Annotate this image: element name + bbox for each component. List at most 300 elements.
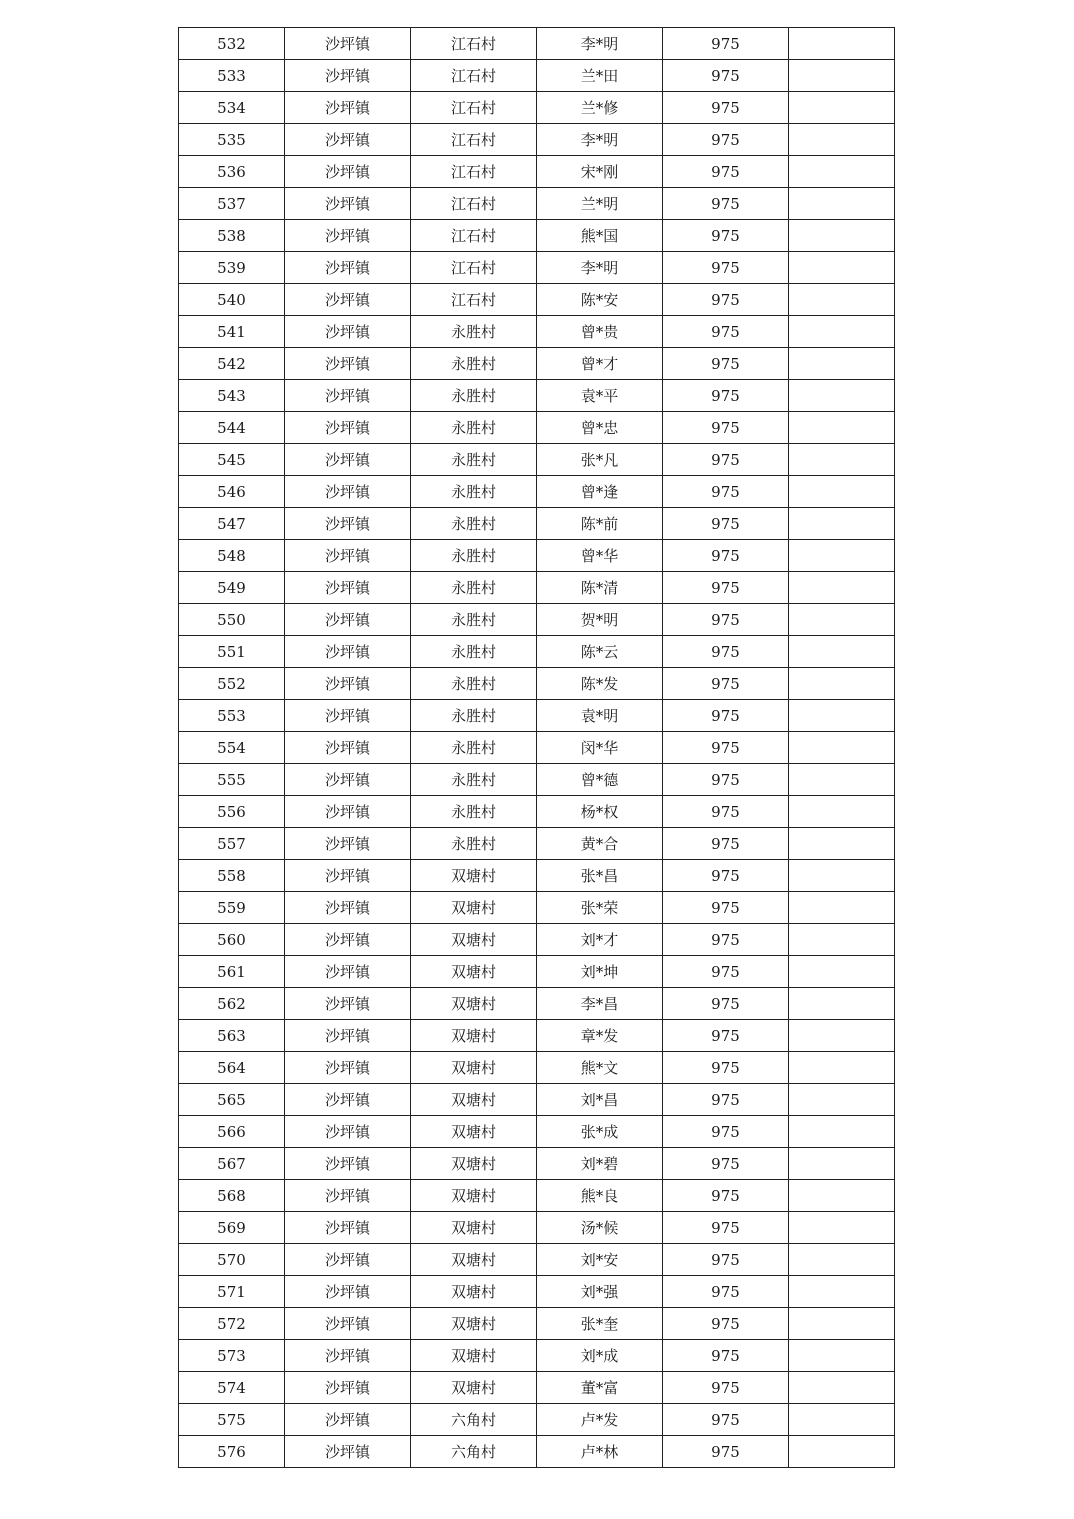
cell-village: 永胜村 (411, 732, 537, 764)
table-row (179, 668, 895, 700)
table-row (179, 156, 895, 188)
cell-village: 永胜村 (411, 796, 537, 828)
cell-remark (789, 476, 895, 508)
cell-amount: 975 (663, 924, 789, 956)
cell-serial-number: 570 (179, 1244, 285, 1276)
cell-name: 曾*德 (537, 764, 663, 796)
cell-town: 沙坪镇 (285, 1308, 411, 1340)
cell-village: 永胜村 (411, 828, 537, 860)
cell-town: 沙坪镇 (285, 732, 411, 764)
cell-name: 曾*忠 (537, 412, 663, 444)
cell-remark (789, 284, 895, 316)
cell-amount: 975 (663, 28, 789, 60)
cell-town: 沙坪镇 (285, 92, 411, 124)
cell-village: 永胜村 (411, 316, 537, 348)
cell-name: 黄*合 (537, 828, 663, 860)
table-row (179, 1052, 895, 1084)
cell-name: 李*明 (537, 124, 663, 156)
cell-village: 江石村 (411, 28, 537, 60)
table-row (179, 284, 895, 316)
cell-serial-number: 556 (179, 796, 285, 828)
cell-village: 六角村 (411, 1436, 537, 1468)
cell-town: 沙坪镇 (285, 1436, 411, 1468)
cell-town: 沙坪镇 (285, 28, 411, 60)
cell-name: 曾*逢 (537, 476, 663, 508)
cell-serial-number: 557 (179, 828, 285, 860)
cell-name: 张*昌 (537, 860, 663, 892)
cell-village: 江石村 (411, 188, 537, 220)
cell-serial-number: 546 (179, 476, 285, 508)
table-row (179, 860, 895, 892)
cell-remark (789, 1436, 895, 1468)
cell-village: 双塘村 (411, 1244, 537, 1276)
cell-amount: 975 (663, 1276, 789, 1308)
table-row (179, 316, 895, 348)
cell-town: 沙坪镇 (285, 1276, 411, 1308)
table-row (179, 956, 895, 988)
table-row (179, 508, 895, 540)
cell-amount: 975 (663, 284, 789, 316)
table-row (179, 924, 895, 956)
cell-serial-number: 568 (179, 1180, 285, 1212)
cell-serial-number: 538 (179, 220, 285, 252)
table-row (179, 1340, 895, 1372)
cell-amount: 975 (663, 700, 789, 732)
cell-town: 沙坪镇 (285, 1084, 411, 1116)
cell-village: 永胜村 (411, 700, 537, 732)
cell-town: 沙坪镇 (285, 764, 411, 796)
cell-amount: 975 (663, 892, 789, 924)
cell-amount: 975 (663, 764, 789, 796)
cell-name: 卢*林 (537, 1436, 663, 1468)
cell-remark (789, 988, 895, 1020)
cell-remark (789, 188, 895, 220)
cell-town: 沙坪镇 (285, 860, 411, 892)
table-row (179, 988, 895, 1020)
cell-village: 双塘村 (411, 1308, 537, 1340)
cell-remark (789, 156, 895, 188)
cell-village: 江石村 (411, 60, 537, 92)
cell-name: 张*奎 (537, 1308, 663, 1340)
table-row (179, 732, 895, 764)
cell-amount: 975 (663, 1052, 789, 1084)
cell-town: 沙坪镇 (285, 1372, 411, 1404)
cell-amount: 975 (663, 1116, 789, 1148)
cell-remark (789, 924, 895, 956)
cell-serial-number: 540 (179, 284, 285, 316)
cell-remark (789, 1244, 895, 1276)
cell-remark (789, 508, 895, 540)
cell-serial-number: 572 (179, 1308, 285, 1340)
cell-serial-number: 535 (179, 124, 285, 156)
cell-name: 张*凡 (537, 444, 663, 476)
cell-remark (789, 1084, 895, 1116)
cell-town: 沙坪镇 (285, 60, 411, 92)
cell-serial-number: 541 (179, 316, 285, 348)
cell-village: 永胜村 (411, 508, 537, 540)
table-row (179, 1372, 895, 1404)
cell-name: 李*明 (537, 28, 663, 60)
cell-name: 兰*明 (537, 188, 663, 220)
cell-town: 沙坪镇 (285, 1020, 411, 1052)
cell-town: 沙坪镇 (285, 1148, 411, 1180)
cell-town: 沙坪镇 (285, 476, 411, 508)
cell-amount: 975 (663, 668, 789, 700)
cell-amount: 975 (663, 540, 789, 572)
cell-amount: 975 (663, 796, 789, 828)
cell-amount: 975 (663, 1244, 789, 1276)
table-row (179, 380, 895, 412)
cell-remark (789, 1116, 895, 1148)
cell-name: 李*昌 (537, 988, 663, 1020)
cell-town: 沙坪镇 (285, 1052, 411, 1084)
table-row (179, 1404, 895, 1436)
cell-serial-number: 549 (179, 572, 285, 604)
cell-name: 贺*明 (537, 604, 663, 636)
cell-serial-number: 554 (179, 732, 285, 764)
cell-serial-number: 553 (179, 700, 285, 732)
cell-village: 江石村 (411, 284, 537, 316)
table-row (179, 604, 895, 636)
cell-remark (789, 1372, 895, 1404)
table-row (179, 1084, 895, 1116)
cell-amount: 975 (663, 1308, 789, 1340)
cell-town: 沙坪镇 (285, 188, 411, 220)
cell-name: 陈*云 (537, 636, 663, 668)
cell-town: 沙坪镇 (285, 668, 411, 700)
cell-serial-number: 552 (179, 668, 285, 700)
cell-remark (789, 1020, 895, 1052)
cell-name: 章*发 (537, 1020, 663, 1052)
cell-amount: 975 (663, 828, 789, 860)
cell-serial-number: 547 (179, 508, 285, 540)
cell-serial-number: 567 (179, 1148, 285, 1180)
cell-name: 兰*田 (537, 60, 663, 92)
table-row (179, 540, 895, 572)
cell-town: 沙坪镇 (285, 1116, 411, 1148)
cell-village: 永胜村 (411, 604, 537, 636)
cell-town: 沙坪镇 (285, 956, 411, 988)
cell-serial-number: 574 (179, 1372, 285, 1404)
beneficiary-table (178, 27, 895, 1468)
cell-village: 江石村 (411, 156, 537, 188)
cell-serial-number: 533 (179, 60, 285, 92)
table-row (179, 348, 895, 380)
cell-village: 永胜村 (411, 572, 537, 604)
cell-amount: 975 (663, 252, 789, 284)
cell-town: 沙坪镇 (285, 284, 411, 316)
cell-serial-number: 576 (179, 1436, 285, 1468)
cell-amount: 975 (663, 1020, 789, 1052)
cell-serial-number: 560 (179, 924, 285, 956)
cell-remark (789, 956, 895, 988)
cell-town: 沙坪镇 (285, 1340, 411, 1372)
cell-town: 沙坪镇 (285, 1404, 411, 1436)
cell-serial-number: 544 (179, 412, 285, 444)
cell-remark (789, 1308, 895, 1340)
cell-remark (789, 1180, 895, 1212)
cell-serial-number: 532 (179, 28, 285, 60)
cell-name: 袁*平 (537, 380, 663, 412)
table-row (179, 700, 895, 732)
cell-village: 双塘村 (411, 924, 537, 956)
table-row (179, 412, 895, 444)
cell-amount: 975 (663, 860, 789, 892)
cell-remark (789, 412, 895, 444)
cell-village: 永胜村 (411, 348, 537, 380)
cell-amount: 975 (663, 316, 789, 348)
cell-remark (789, 1404, 895, 1436)
cell-amount: 975 (663, 380, 789, 412)
cell-serial-number: 537 (179, 188, 285, 220)
cell-name: 董*富 (537, 1372, 663, 1404)
cell-serial-number: 561 (179, 956, 285, 988)
cell-amount: 975 (663, 156, 789, 188)
cell-serial-number: 562 (179, 988, 285, 1020)
cell-village: 双塘村 (411, 1116, 537, 1148)
cell-amount: 975 (663, 92, 789, 124)
cell-remark (789, 220, 895, 252)
cell-serial-number: 566 (179, 1116, 285, 1148)
cell-remark (789, 28, 895, 60)
cell-village: 双塘村 (411, 1340, 537, 1372)
cell-amount: 975 (663, 1404, 789, 1436)
table-row (179, 1116, 895, 1148)
cell-amount: 975 (663, 124, 789, 156)
table-row (179, 796, 895, 828)
table-row (179, 1436, 895, 1468)
cell-village: 永胜村 (411, 444, 537, 476)
cell-serial-number: 550 (179, 604, 285, 636)
table-row (179, 60, 895, 92)
cell-town: 沙坪镇 (285, 412, 411, 444)
cell-name: 刘*强 (537, 1276, 663, 1308)
cell-name: 张*荣 (537, 892, 663, 924)
cell-serial-number: 543 (179, 380, 285, 412)
table-row (179, 892, 895, 924)
cell-name: 熊*良 (537, 1180, 663, 1212)
cell-name: 刘*坤 (537, 956, 663, 988)
cell-serial-number: 559 (179, 892, 285, 924)
cell-village: 永胜村 (411, 540, 537, 572)
cell-remark (789, 316, 895, 348)
cell-name: 刘*碧 (537, 1148, 663, 1180)
cell-village: 双塘村 (411, 1180, 537, 1212)
cell-remark (789, 764, 895, 796)
table-row (179, 1276, 895, 1308)
table-row (179, 1180, 895, 1212)
cell-serial-number: 539 (179, 252, 285, 284)
cell-serial-number: 548 (179, 540, 285, 572)
cell-village: 双塘村 (411, 1276, 537, 1308)
cell-name: 刘*安 (537, 1244, 663, 1276)
cell-name: 陈*清 (537, 572, 663, 604)
cell-town: 沙坪镇 (285, 316, 411, 348)
cell-name: 陈*前 (537, 508, 663, 540)
cell-village: 江石村 (411, 92, 537, 124)
cell-village: 双塘村 (411, 1372, 537, 1404)
cell-name: 张*成 (537, 1116, 663, 1148)
cell-serial-number: 563 (179, 1020, 285, 1052)
cell-remark (789, 796, 895, 828)
cell-serial-number: 571 (179, 1276, 285, 1308)
cell-amount: 975 (663, 1212, 789, 1244)
cell-name: 曾*贵 (537, 316, 663, 348)
cell-remark (789, 604, 895, 636)
cell-amount: 975 (663, 1436, 789, 1468)
cell-name: 刘*才 (537, 924, 663, 956)
cell-village: 永胜村 (411, 412, 537, 444)
table-row (179, 476, 895, 508)
cell-name: 汤*候 (537, 1212, 663, 1244)
cell-amount: 975 (663, 1148, 789, 1180)
cell-remark (789, 124, 895, 156)
cell-town: 沙坪镇 (285, 252, 411, 284)
cell-village: 永胜村 (411, 476, 537, 508)
table-row (179, 1148, 895, 1180)
cell-remark (789, 60, 895, 92)
table-row (179, 220, 895, 252)
cell-village: 永胜村 (411, 764, 537, 796)
cell-amount: 975 (663, 1372, 789, 1404)
cell-serial-number: 558 (179, 860, 285, 892)
cell-name: 刘*昌 (537, 1084, 663, 1116)
table-row (179, 444, 895, 476)
cell-serial-number: 569 (179, 1212, 285, 1244)
cell-name: 李*明 (537, 252, 663, 284)
table-row (179, 92, 895, 124)
cell-serial-number: 551 (179, 636, 285, 668)
table-row (179, 636, 895, 668)
cell-village: 江石村 (411, 252, 537, 284)
cell-name: 卢*发 (537, 1404, 663, 1436)
cell-remark (789, 1340, 895, 1372)
cell-town: 沙坪镇 (285, 636, 411, 668)
table-row (179, 188, 895, 220)
cell-town: 沙坪镇 (285, 828, 411, 860)
cell-village: 双塘村 (411, 988, 537, 1020)
table-row (179, 1244, 895, 1276)
table-row (179, 764, 895, 796)
cell-name: 刘*成 (537, 1340, 663, 1372)
cell-town: 沙坪镇 (285, 444, 411, 476)
cell-amount: 975 (663, 636, 789, 668)
cell-amount: 975 (663, 988, 789, 1020)
cell-name: 曾*才 (537, 348, 663, 380)
cell-amount: 975 (663, 220, 789, 252)
cell-amount: 975 (663, 60, 789, 92)
cell-name: 宋*刚 (537, 156, 663, 188)
cell-serial-number: 542 (179, 348, 285, 380)
cell-name: 袁*明 (537, 700, 663, 732)
cell-village: 永胜村 (411, 380, 537, 412)
table-row (179, 1212, 895, 1244)
cell-village: 双塘村 (411, 892, 537, 924)
cell-town: 沙坪镇 (285, 348, 411, 380)
cell-serial-number: 545 (179, 444, 285, 476)
cell-name: 陈*发 (537, 668, 663, 700)
cell-village: 双塘村 (411, 1212, 537, 1244)
cell-serial-number: 536 (179, 156, 285, 188)
cell-town: 沙坪镇 (285, 124, 411, 156)
cell-remark (789, 668, 895, 700)
table-row (179, 252, 895, 284)
cell-town: 沙坪镇 (285, 508, 411, 540)
cell-village: 双塘村 (411, 1148, 537, 1180)
cell-town: 沙坪镇 (285, 988, 411, 1020)
cell-village: 江石村 (411, 220, 537, 252)
cell-village: 六角村 (411, 1404, 537, 1436)
cell-town: 沙坪镇 (285, 796, 411, 828)
cell-serial-number: 565 (179, 1084, 285, 1116)
cell-town: 沙坪镇 (285, 1244, 411, 1276)
cell-village: 永胜村 (411, 636, 537, 668)
cell-remark (789, 732, 895, 764)
cell-remark (789, 1052, 895, 1084)
cell-remark (789, 444, 895, 476)
cell-name: 杨*权 (537, 796, 663, 828)
cell-name: 熊*文 (537, 1052, 663, 1084)
cell-village: 双塘村 (411, 956, 537, 988)
cell-remark (789, 636, 895, 668)
cell-remark (789, 540, 895, 572)
cell-amount: 975 (663, 1340, 789, 1372)
table-row (179, 1308, 895, 1340)
cell-serial-number: 573 (179, 1340, 285, 1372)
cell-name: 熊*国 (537, 220, 663, 252)
cell-amount: 975 (663, 412, 789, 444)
cell-remark (789, 380, 895, 412)
cell-serial-number: 575 (179, 1404, 285, 1436)
cell-remark (789, 892, 895, 924)
cell-amount: 975 (663, 444, 789, 476)
cell-amount: 975 (663, 604, 789, 636)
cell-town: 沙坪镇 (285, 924, 411, 956)
cell-name: 兰*修 (537, 92, 663, 124)
cell-remark (789, 1276, 895, 1308)
cell-remark (789, 860, 895, 892)
table-row (179, 1020, 895, 1052)
cell-amount: 975 (663, 508, 789, 540)
cell-amount: 975 (663, 956, 789, 988)
cell-amount: 975 (663, 1084, 789, 1116)
cell-remark (789, 828, 895, 860)
cell-town: 沙坪镇 (285, 1212, 411, 1244)
cell-town: 沙坪镇 (285, 700, 411, 732)
table-row (179, 28, 895, 60)
cell-amount: 975 (663, 732, 789, 764)
cell-town: 沙坪镇 (285, 380, 411, 412)
cell-amount: 975 (663, 1180, 789, 1212)
cell-town: 沙坪镇 (285, 1180, 411, 1212)
table-body (179, 28, 895, 1468)
cell-village: 双塘村 (411, 1052, 537, 1084)
cell-village: 永胜村 (411, 668, 537, 700)
cell-name: 曾*华 (537, 540, 663, 572)
table-row (179, 572, 895, 604)
cell-village: 双塘村 (411, 860, 537, 892)
cell-serial-number: 534 (179, 92, 285, 124)
cell-remark (789, 348, 895, 380)
cell-remark (789, 92, 895, 124)
cell-village: 双塘村 (411, 1020, 537, 1052)
cell-name: 闵*华 (537, 732, 663, 764)
cell-village: 双塘村 (411, 1084, 537, 1116)
cell-remark (789, 1212, 895, 1244)
cell-remark (789, 700, 895, 732)
cell-name: 陈*安 (537, 284, 663, 316)
cell-serial-number: 555 (179, 764, 285, 796)
